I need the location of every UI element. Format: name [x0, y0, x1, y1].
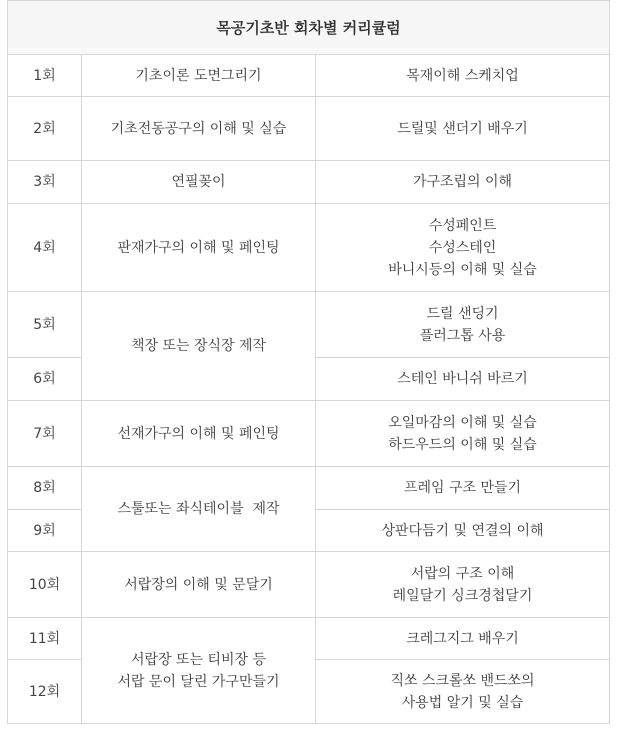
table-title: 목공기초반 회차별 커리큘럼 [8, 1, 610, 55]
session-cell: 7회 [8, 401, 82, 467]
detail-line: 서랍의 구조 이해 [410, 565, 515, 582]
detail-line: 드릴및 샌더기 배우기 [397, 120, 528, 137]
detail-cell [316, 467, 610, 510]
detail-cell [316, 292, 610, 358]
topic-cell: 서랍장의 이해 및 문달기 [82, 552, 316, 618]
detail-cell [316, 552, 610, 618]
detail-line: 수성페인트 [428, 217, 497, 234]
detail-line: 목재이해 스케치업 [406, 67, 519, 84]
detail-cell [316, 618, 610, 660]
detail-line: 바니시등의 이해 및 실습 [388, 261, 537, 278]
table-row [8, 161, 610, 204]
session-cell: 4회 [8, 204, 82, 292]
topic-cell: 책장 또는 장식장 제작 [82, 292, 316, 401]
table-row [8, 618, 610, 660]
detail-line: 수성스테인 [428, 239, 497, 256]
table-row [8, 55, 610, 97]
table-row [8, 292, 610, 358]
topic-line: 서랍 문이 달린 가구만들기 [117, 673, 280, 690]
table-row [8, 552, 610, 618]
session-cell: 9회 [8, 510, 82, 552]
detail-cell [316, 358, 610, 401]
detail-cell [316, 161, 610, 204]
detail-line: 가구조립의 이해 [412, 174, 513, 190]
detail-line: 스테인 바니쉬 바르기 [397, 371, 528, 387]
curriculum-table [7, 0, 610, 724]
detail-cell [316, 204, 610, 292]
detail-cell [316, 97, 610, 161]
topic-cell: 기초이론 도면그리기 [82, 55, 316, 97]
topic-line: 서랍장 또는 티비장 등 [130, 651, 267, 668]
table-row [8, 467, 610, 510]
table-row [8, 401, 610, 467]
detail-line: 상판다듬기 및 연결의 이해 [381, 522, 544, 539]
topic-cell: 스툴또는 좌식테이블 제작 [82, 467, 316, 552]
session-cell: 5회 [8, 292, 82, 358]
detail-line: 사용법 알기 및 실습 [401, 694, 524, 711]
session-cell: 10회 [8, 552, 82, 618]
detail-line: 드릴 샌딩기 [426, 305, 499, 322]
detail-line: 프레임 구조 만들기 [403, 480, 522, 496]
detail-cell [316, 510, 610, 552]
detail-line: 플러그톱 사용 [419, 327, 506, 344]
topic-cell: 연필꽂이 [82, 161, 316, 204]
topic-cell: 선재가구의 이해 및 페인팅 [82, 401, 316, 467]
session-cell: 6회 [8, 358, 82, 401]
table-row [8, 204, 610, 292]
table-row [8, 97, 610, 161]
topic-cell [82, 618, 316, 724]
detail-line: 하드우드의 이해 및 실습 [388, 436, 537, 453]
topic-cell: 기초전동공구의 이해 및 실습 [82, 97, 316, 161]
detail-line: 오일마감의 이해 및 실습 [388, 414, 537, 431]
session-cell: 3회 [8, 161, 82, 204]
topic-cell: 판재가구의 이해 및 페인팅 [82, 204, 316, 292]
detail-cell [316, 660, 610, 724]
detail-line: 직쏘 스크롤쏘 밴드쏘의 [390, 672, 535, 689]
session-cell: 11회 [8, 618, 82, 660]
detail-line: 레일달기 싱크경첩달기 [392, 587, 533, 604]
session-cell: 1회 [8, 55, 82, 97]
title-row [8, 1, 610, 55]
detail-cell [316, 55, 610, 97]
session-cell: 2회 [8, 97, 82, 161]
detail-cell [316, 401, 610, 467]
detail-line: 크레그지그 배우기 [406, 630, 519, 647]
session-cell: 12회 [8, 660, 82, 724]
session-cell: 8회 [8, 467, 82, 510]
